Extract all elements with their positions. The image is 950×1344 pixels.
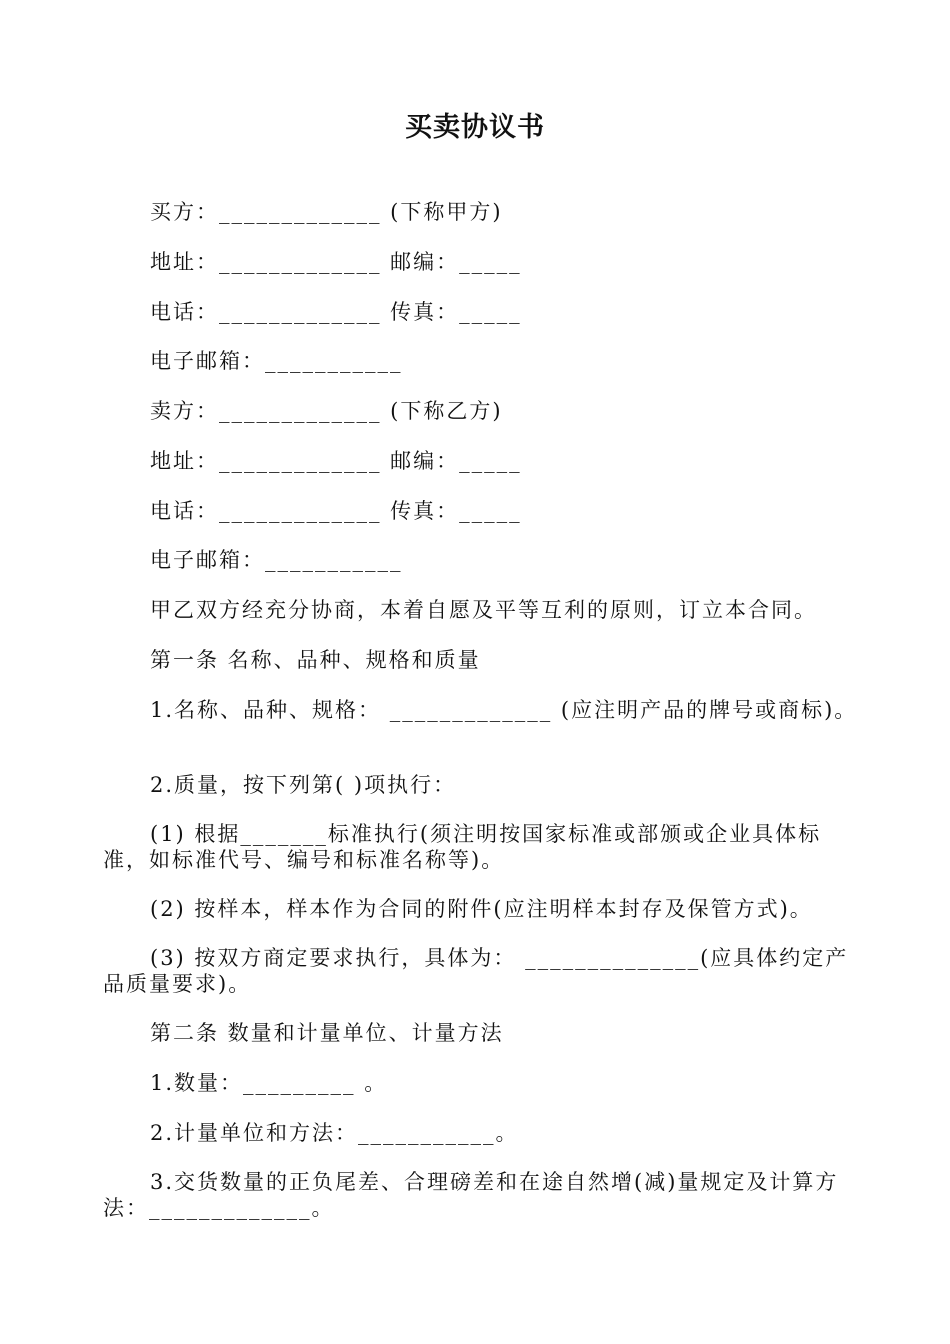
buyer-phone-line: 电话：_____________ 传真：_____ — [150, 300, 522, 324]
article-1-option-2: (2) 按样本，样本作为合同的附件(应注明样本封存及保管方式)。 — [150, 897, 813, 921]
seller-email-line: 电子邮箱：___________ — [150, 548, 403, 572]
article-2-item-3: 3.交货数量的正负尾差、合理磅差和在途自然增(减)量规定及计算方法：_____________。 — [103, 1170, 839, 1220]
article-2-item-1: 1.数量：_________ 。 — [150, 1071, 388, 1095]
article-2-heading: 第二条 数量和计量单位、计量方法 — [150, 1021, 504, 1045]
article-1-heading: 第一条 名称、品种、规格和质量 — [150, 648, 481, 672]
article-1-option-1: (1) 根据_______标准执行(须注明按国家标准或部颁或企业具体标准，如标准代号、编号和标准名称等)。 — [103, 822, 822, 872]
document-title: 买卖协议书 — [405, 112, 545, 143]
buyer-line: 买方：_____________ (下称甲方) — [150, 200, 503, 224]
article-1-option-3: (3) 按双方商定要求执行，具体为： ______________(应具体约定产品质量要求)。 — [103, 946, 849, 996]
article-2-item-2: 2.计量单位和方法：___________。 — [150, 1121, 519, 1145]
buyer-email-line: 电子邮箱：___________ — [150, 349, 403, 373]
intro-paragraph: 甲乙双方经充分协商，本着自愿及平等互利的原则，订立本合同。 — [150, 598, 817, 622]
seller-line: 卖方：_____________ (下称乙方) — [150, 399, 503, 423]
seller-phone-line: 电话：_____________ 传真：_____ — [150, 499, 522, 523]
article-1-item-2: 2.质量，按下列第( )项执行： — [150, 773, 457, 797]
seller-address-line: 地址：_____________ 邮编：_____ — [150, 449, 522, 473]
buyer-address-line: 地址：_____________ 邮编：_____ — [150, 250, 522, 274]
article-1-item-1: 1.名称、品种、规格： _____________ (应注明产品的牌号或商标)。 — [150, 698, 858, 722]
